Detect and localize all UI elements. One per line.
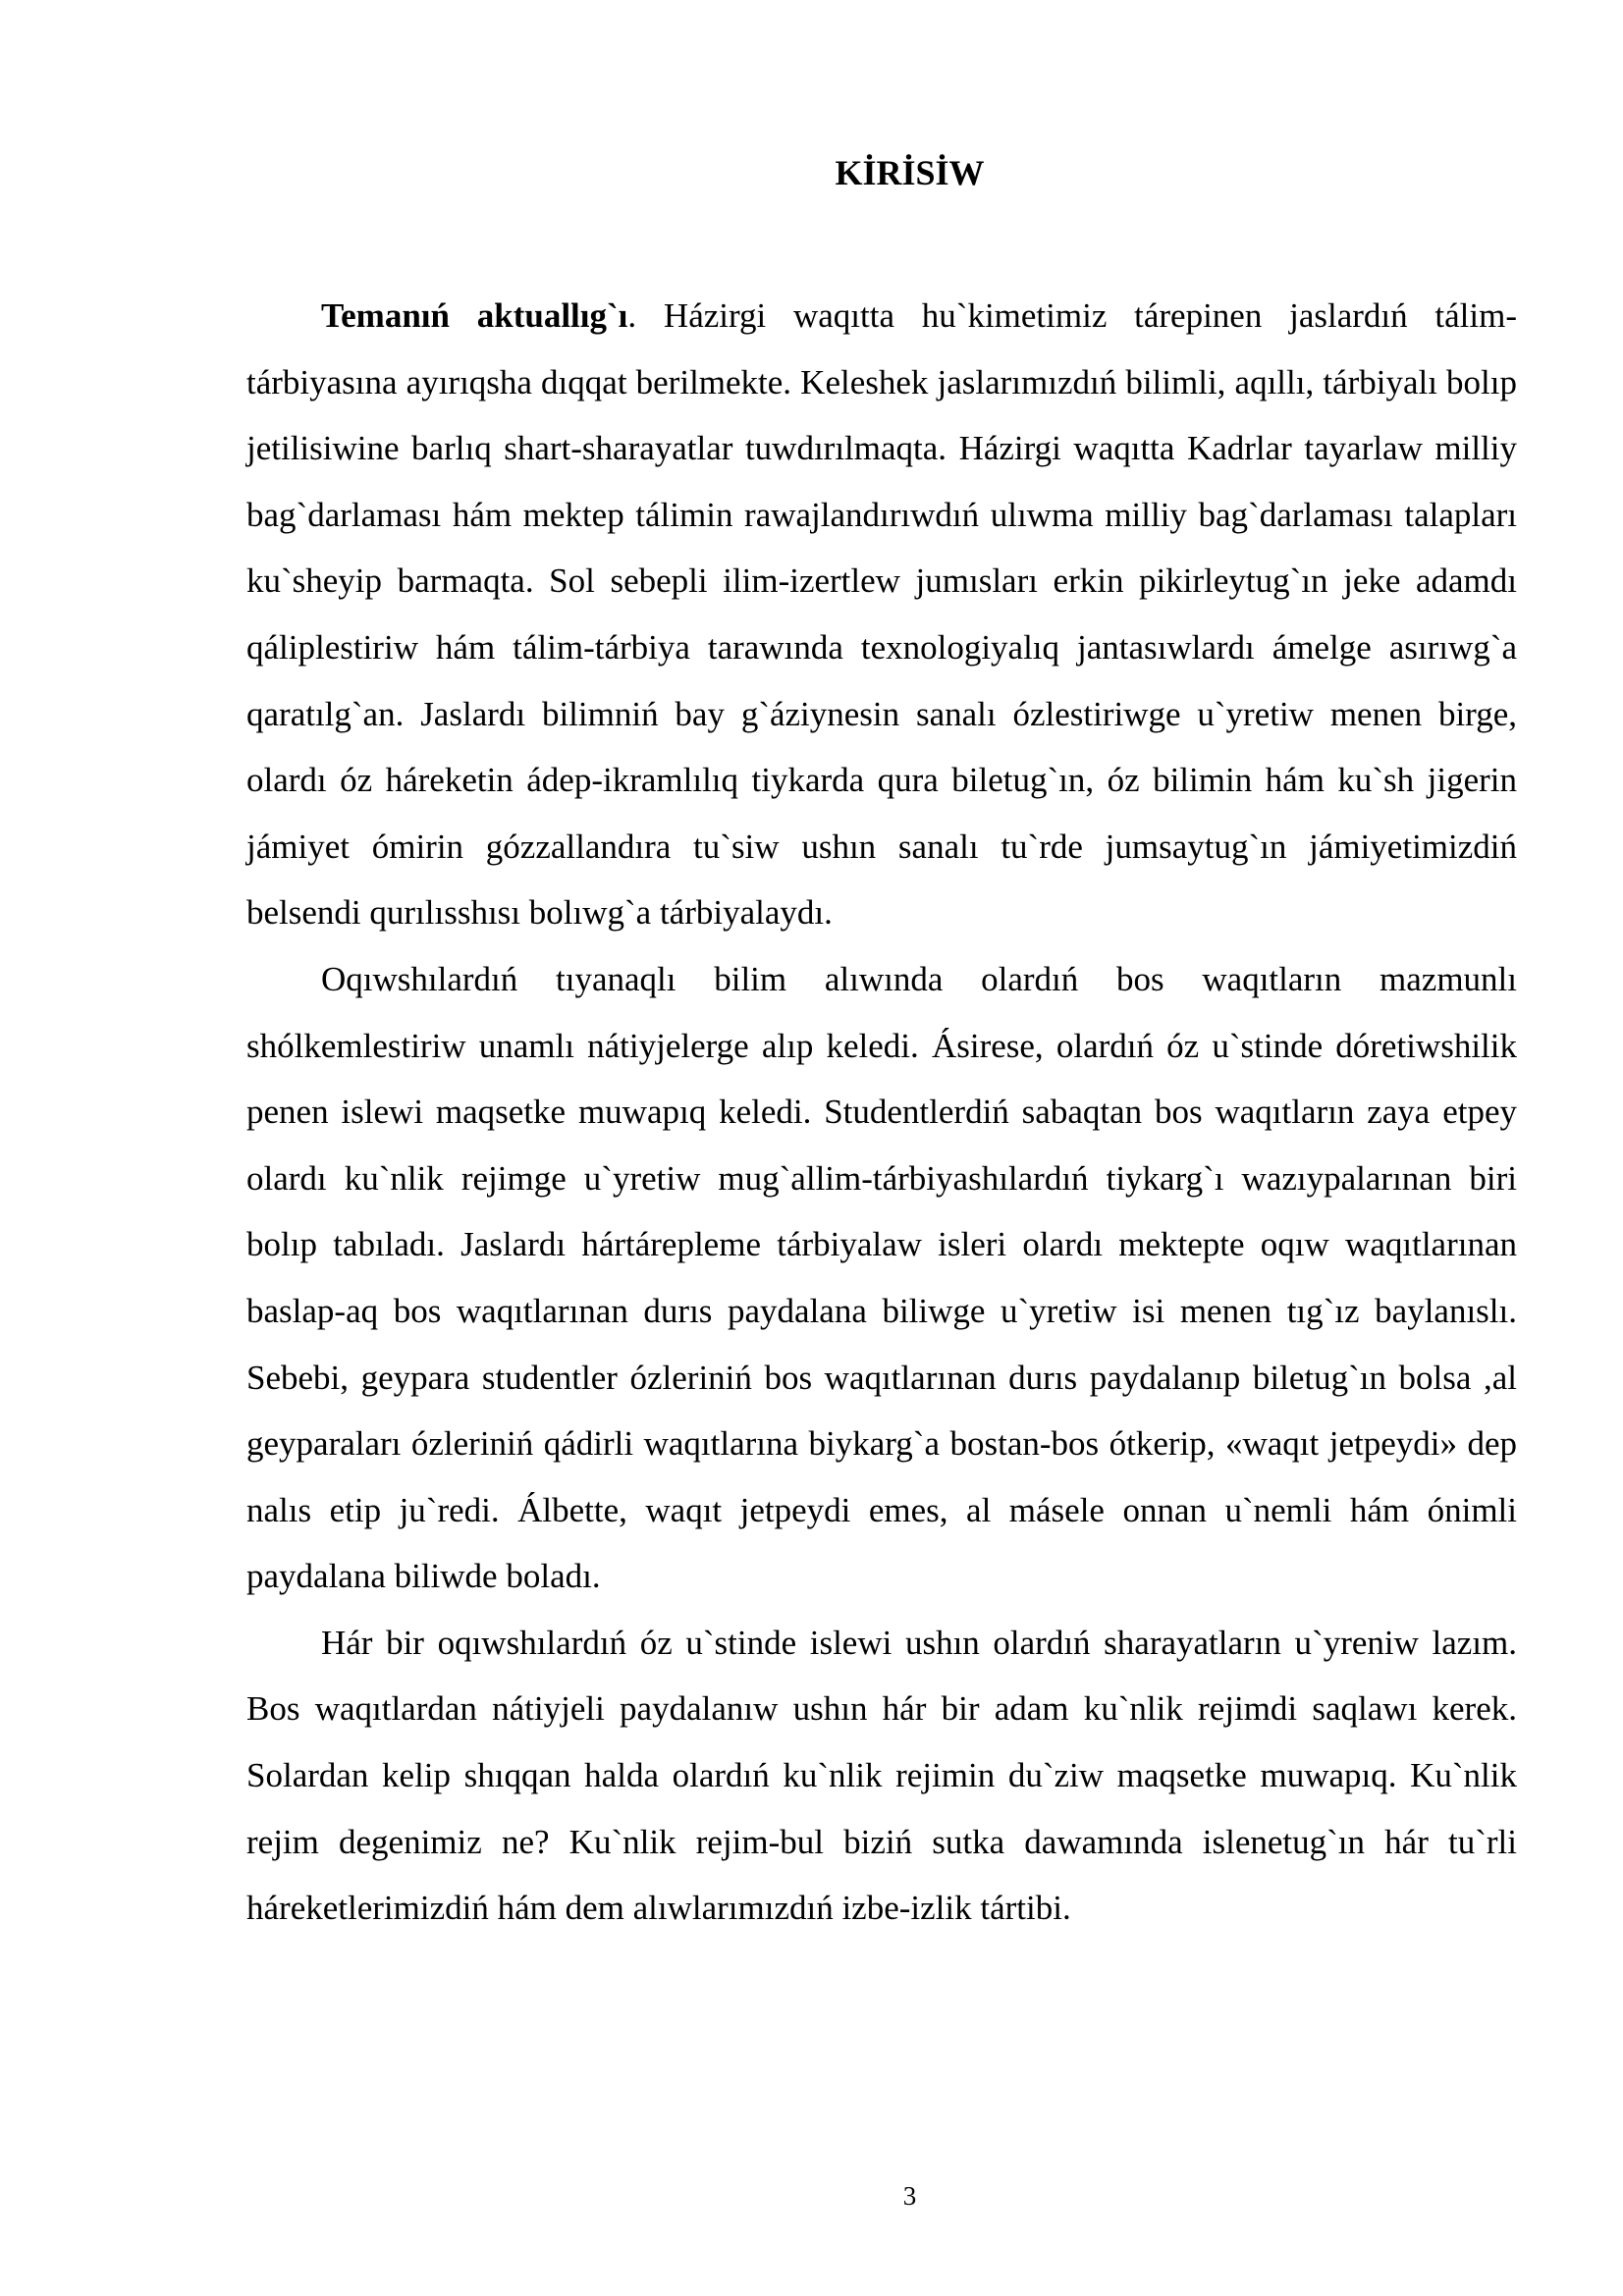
paragraph-text: . Házirgi waqıtta hu`kimetimiz tárepinen jaslardıń tálim-tárbiyasına ayırıqsha dıqqat berilmekte. Keleshek jaslarımızdıń bilimli, aqıllı, tárbiyalı bolıp jetilisiwine barlıq shart-sharayatlar tuwdırılmaqta. Házirgi waqıtta Kadrlar tayarlaw milliy bag`darlaması hám mektep tálimin rawajlandırıwdıń ulıwma milliy bag`darlaması talapları ku`sheyip barmaqta. Sol sebepli ilim-izertlew jumısları erkin pikirleytug`ın jeke adamdı qáliplestiriw hám tálim-tárbiya tarawında texnologiyalıq jantasıwlardı ámelge asırıwg`a qaratılg`an. Jaslardı bilimniń bay g`áziynesin sanalı ózlestiriwge u`yretiw menen birge, olardı óz háreketin ádep-ikramlılıq tiykarda qura biletug`ın, óz bilimin hám ku`sh jigerin jámiyet ómirin gózzallandıra tu`siw ushın sanalı tu`rde jumsaytug`ın jámiyetimizdiń belsendi qurılısshısı bolıwg`a tárbiyalaydı. bbox=[246, 296, 1517, 933]
body-text bbox=[246, 283, 1517, 1942]
paragraph-2 bbox=[246, 946, 1517, 1610]
paragraph-3 bbox=[246, 1610, 1517, 1942]
paragraph-text: Hár bir oqıwshılardıń óz u`stinde islewi ushın olardıń sharayatların u`yreniw lazım. Bos waqıtlardan nátiyjeli paydalanıw ushın hár bir adam ku`nlik rejimdi saqlawı kerek. Solardan kelip shıqqan halda olardıń ku`nlik rejimin du`ziw maqsetke muwapıq. Ku`nlik rejim degenimiz ne? Ku`nlik rejim-bul biziń sutka dawamında islenetug`ın hár tu`rli háreketlerimizdiń hám dem alıwlarımızdıń izbe-izlik tártibi. bbox=[246, 1623, 1517, 1928]
paragraph-text: Oqıwshılardıń tıyanaqlı bilim alıwında olardıń bos waqıtların mazmunlı shólkemlestiriw unamlı nátiyjelerge alıp keledi. Ásirese, olardıń óz u`stinde dóretiwshilik penen islewi maqsetke muwapıq keledi. Studentlerdiń sabaqtan bos waqıtların zaya etpey olardı ku`nlik rejimge u`yretiw mug`allim-tárbiyashılardıń tiykarg`ı wazıypalarınan biri bolıp tabıladı. Jaslardı hártárepleme tárbiyalaw isleri olardı mektepte oqıw waqıtlarınan baslap-aq bos waqıtlarınan durıs paydalana biliwge u`yretiw isi menen tıg`ız baylanıslı. Sebebi, geypara studentler ózleriniń bos waqıtlarınan durıs paydalanıp biletug`ın bolsa ,al geyparaları ózleriniń qádirli waqıtlarına biykarg`a bostan-bos ótkerip, «waqıt jetpeydi» dep nalıs etip ju`redi. Álbette, waqıt jetpeydi emes, al másele onnan u`nemli hám ónimli paydalana biliwde boladı. bbox=[246, 959, 1517, 1596]
page-heading: KİRİSİW bbox=[835, 153, 985, 192]
paragraph-1 bbox=[246, 283, 1517, 946]
paragraph-lead: Temanıń aktuallıg`ı bbox=[321, 296, 628, 335]
page-number: 3 bbox=[902, 2181, 917, 2211]
